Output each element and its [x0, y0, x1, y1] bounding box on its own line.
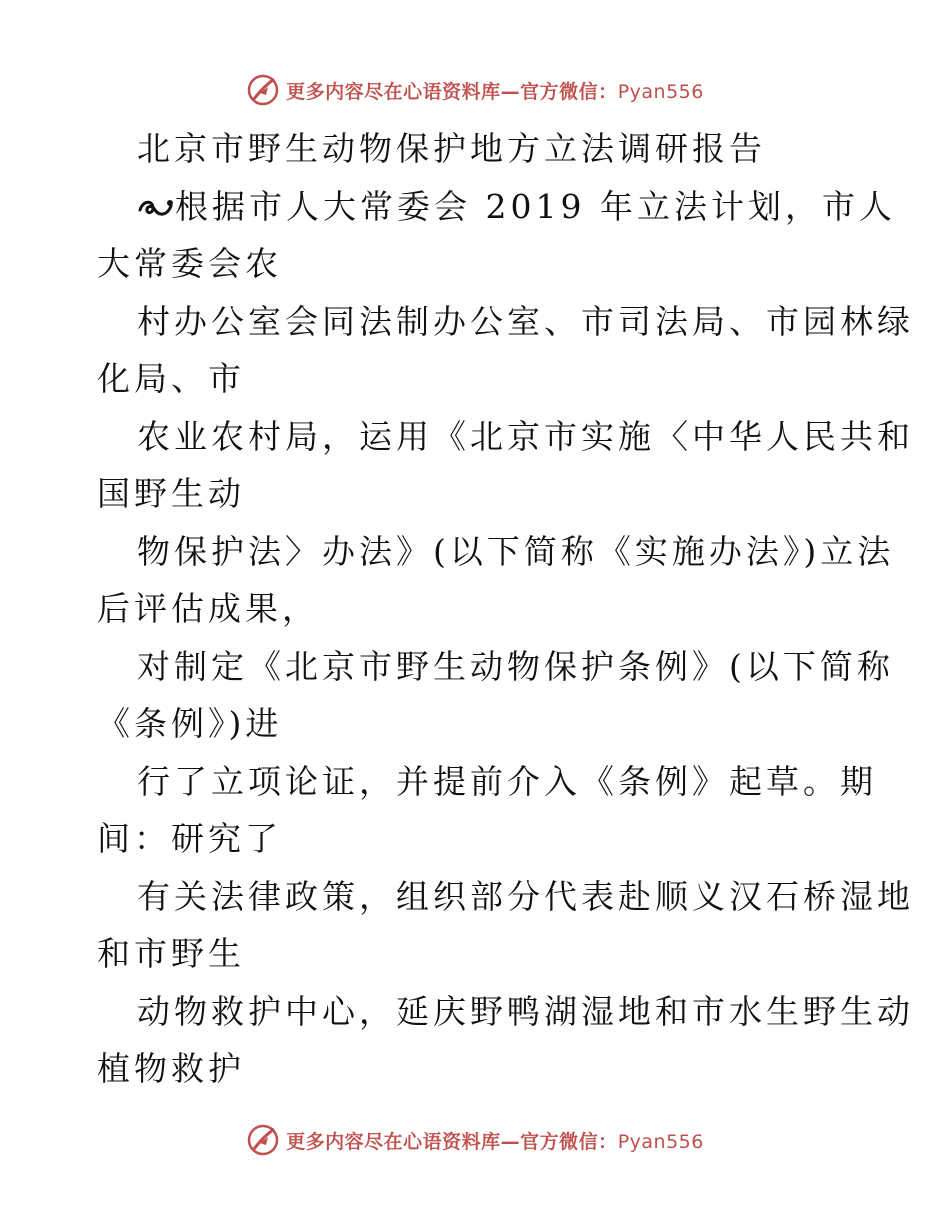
paragraph-line-10: 《条例》)进: [97, 704, 283, 743]
feather-logo-icon: [246, 1123, 280, 1157]
paragraph-line-3: 村办公室会同法制办公室、市司法局、市园林绿: [137, 301, 914, 341]
watermark-text: 更多内容尽在心语资料库—官方微信：Pyan556: [286, 1130, 704, 1153]
paragraph-line-14: 和市野生: [97, 934, 245, 973]
paragraph-line-1: 根据市人大常委会 2019 年立法计划，市人: [97, 178, 857, 236]
paragraph-line-4: 化局、市: [97, 359, 245, 398]
swirl-bullet-icon: [137, 194, 175, 222]
paragraph-line-13: 有关法律政策，组织部分代表赴顺义汉石桥湿地: [137, 876, 914, 916]
paragraph-line-16: 植物救护: [97, 1049, 245, 1088]
paragraph-line-2: 大常委会农: [97, 244, 282, 283]
paragraph-line-8: 后评估成果，: [97, 589, 319, 628]
document-body: [97, 120, 914, 1098]
watermark-text: 更多内容尽在心语资料库—官方微信：Pyan556: [286, 80, 704, 103]
paragraph-line-7: 物保护法〉办法》(以下简称《实施办法》)立法: [137, 531, 895, 571]
paragraph-line-5: 农业农村局，运用《北京市实施〈中华人民共和: [137, 416, 914, 456]
document-title: 北京市野生动物保护地方立法调研报告: [137, 129, 766, 168]
paragraph-line-12: 间：研究了: [97, 819, 282, 858]
feather-logo-icon: [246, 73, 280, 107]
paragraph-line-15: 动物救护中心，延庆野鸭湖湿地和市水生野生动: [137, 991, 914, 1031]
watermark-header: [0, 70, 950, 110]
watermark-footer: [0, 1120, 950, 1160]
paragraph-line-6: 国野生动: [97, 474, 245, 513]
paragraph-line-11: 行了立项论证，并提前介入《条例》起草。期: [137, 761, 877, 801]
paragraph-line-9: 对制定《北京市野生动物保护条例》(以下简称: [137, 646, 894, 686]
